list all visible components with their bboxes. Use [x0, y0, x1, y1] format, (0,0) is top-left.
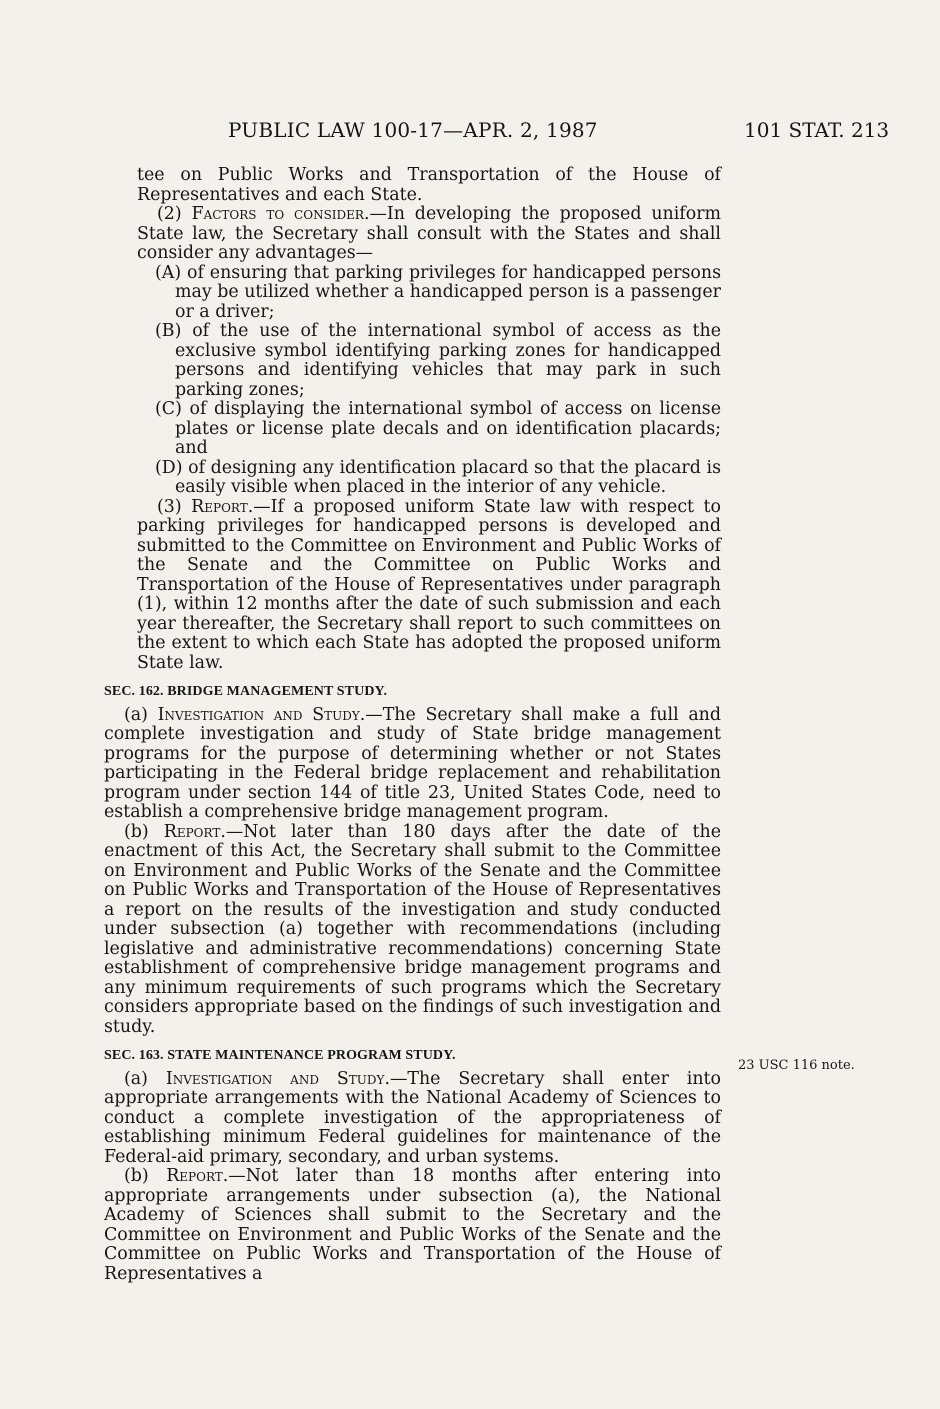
paragraph-3	[104, 498, 721, 674]
document-body	[104, 166, 721, 1284]
subsection-heading: Report	[163, 821, 221, 842]
paragraph-heading: Factors to consider	[191, 204, 364, 224]
paragraph-heading: Report	[191, 496, 248, 517]
paragraph-text: .—If a proposed uniform State law with respect to parking privileges for handicapped persons is developed and submitted to the Committee on Environment and Public Works of the Senate and the Committee on Public Works and Transportation of the House of Representatives under paragraph (1), within 12 months after the date of such submission and each year thereafter, the Secretary shall report to such committees on the extent to which each State has adopted the proposed uniform State law.	[137, 496, 721, 673]
subsection-heading: Report	[166, 1166, 223, 1186]
section-162-heading: SEC. 162. BRIDGE MANAGEMENT STUDY.	[104, 684, 388, 699]
subsection-text: .—Not later than 18 months after entering into appropriate arrangements under subsection (a), the National Academy of Sciences shall submit to the Secretary and the Committee on Environment and Public Works of the Senate and the Committee on Public Works and Transportation of the House of Representatives a	[104, 1166, 722, 1284]
section-163-subsection-a	[104, 1070, 721, 1168]
subparagraph-b: (B) of the use of the international symbol of access as the exclusive symbol identifying parking zones for handicapped persons and identifying vehicles that may park in such parking zones;	[155, 321, 721, 400]
subsection-text: .—Not later than 180 days after the date of the enactment of this Act, the Secretary shall submit to the Committee on Environment and Public Works of the Senate and the Committee on Public Works and Transportation of the House of Representatives a report on the results of the investigation and study conducted under subsection (a) together with recommendations (including legislative and administrative recommendations) concerning State establishment of comprehensive bridge management programs and any minimum requirements of such programs which the Secretary considers appropriate based on the findings of such investigation and study.	[104, 821, 721, 1037]
section-163-subsection-b	[104, 1167, 721, 1284]
section-163-heading: SEC. 163. STATE MAINTENANCE PROGRAM STUDY.	[104, 1048, 456, 1063]
paragraph-text: .—In developing the proposed uniform State law, the Secretary shall consult with the States and shall consider any advantages—	[137, 204, 721, 263]
section-162-subsection-a	[104, 706, 721, 823]
paragraph-label: (2)	[157, 204, 192, 224]
subsection-label: (a)	[124, 1068, 166, 1089]
subsection-heading: Investigation and Study	[165, 1068, 385, 1089]
paragraph-2	[104, 205, 721, 264]
continued-paragraph: tee on Public Works and Transportation of the House of Representatives and each State.	[137, 165, 721, 205]
subsection-heading: Investigation and Study	[157, 704, 360, 725]
subsection-label: (b)	[124, 821, 164, 842]
subsection-text: .—The Secretary shall make a full and complete investigation and study of State bridge management programs for the purpose of determining whether or not States participating in the Federal bridge replacement and rehabilitation program under section 144 of title 23, United States Code, need to establish a comprehensive bridge management program.	[104, 704, 722, 822]
subparagraph-d: (D) of designing any identification placard so that the placard is easily visible when placed in the interior of any vehicle.	[155, 457, 721, 497]
page-header-title: PUBLIC LAW 100-17—APR. 2, 1987	[228, 118, 598, 142]
subsection-label: (b)	[124, 1166, 167, 1186]
subsection-text: .—The Secretary shall enter into appropriate arrangements with the National Academy of Sciences to conduct a complete investigation of the appropriateness of establishing minimum Federal guidelines for maintenance of the Federal-aid primary, secondary, and urban systems.	[104, 1068, 722, 1167]
margin-citation-note: 23 USC 116 note.	[738, 1058, 855, 1073]
subsection-label: (a)	[124, 704, 158, 725]
subparagraph-a: (A) of ensuring that parking privileges for handicapped persons may be utilized whether a handicapped person is a passenger or a driver;	[155, 262, 721, 322]
paragraph-label: (3)	[157, 496, 192, 517]
page-header-stat: 101 STAT. 213	[744, 118, 890, 142]
section-162-subsection-b	[104, 823, 721, 1038]
subparagraph-c: (C) of displaying the international symbol of access on license plates or license plate decals and on identification placards; and	[155, 399, 721, 458]
